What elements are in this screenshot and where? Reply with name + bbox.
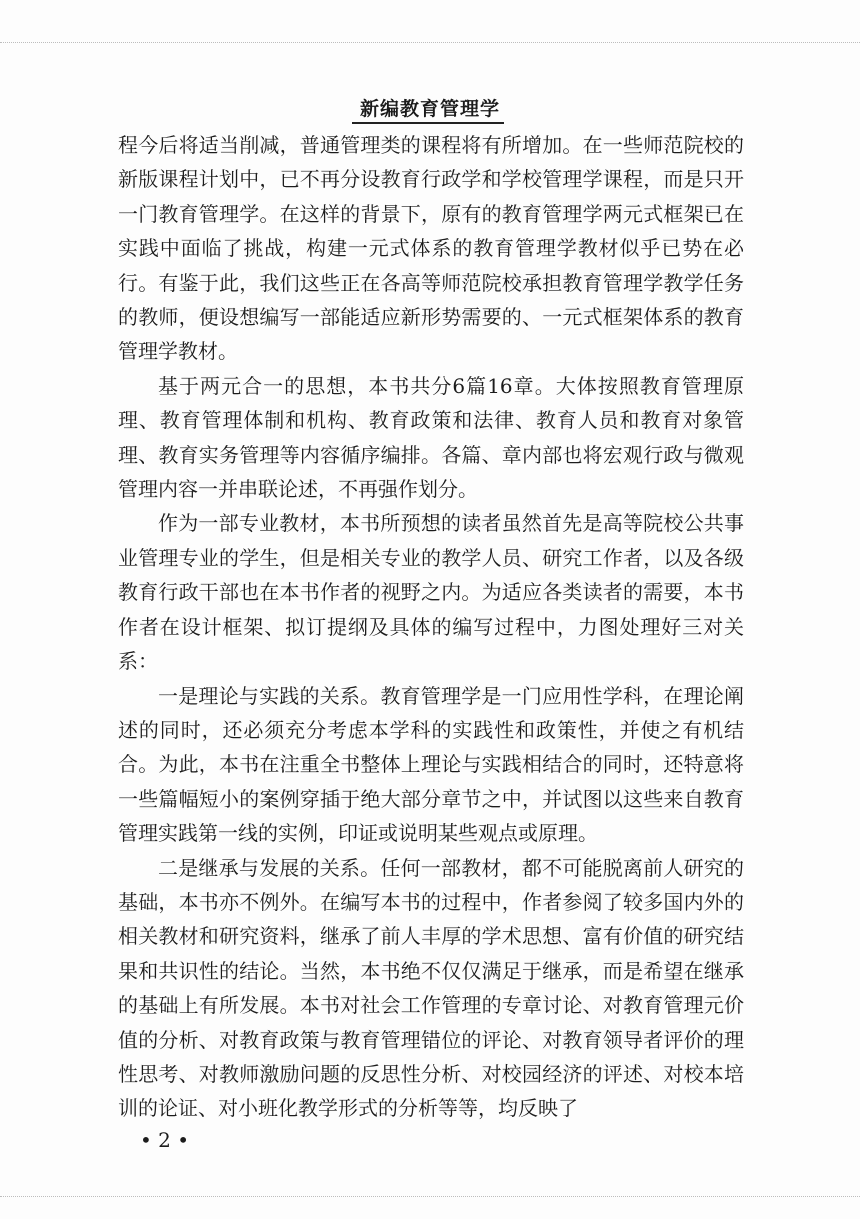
header-underline (352, 122, 504, 124)
scan-top-border (0, 42, 860, 43)
page-number: • 2 • (140, 1128, 190, 1152)
paragraph-4: 一是理论与实践的关系。教育管理学是一门应用性学科，在理论阐述的同时，还必须充分考虑本学科的实践性和政策性，并使之有机结合。为此，本书在注重全书整体上理论与实践相结合的同时，还特意将一些篇幅短小的案例穿插于绝大部分章节之中，并试图以这些来自教育管理实践第一线的实例，印证或说明某些观点或原理。 (118, 683, 744, 846)
paragraph-2: 基于两元合一的思想，本书共分6篇16章。大体按照教育管理原理、教育管理体制和机构、教育政策和法律、教育人员和教育对象管理、教育实务管理等内容循序编排。各篇、章内部也将宏观行政与微观管理内容一并串联论述，不再强作划分。 (118, 373, 744, 502)
running-header-title: 新编教育管理学 (360, 98, 501, 120)
paragraph-3: 作为一部专业教材，本书所预想的读者虽然首先是高等院校公共事业管理专业的学生，但是相关专业的教学人员、研究工作者，以及各级教育行政干部也在本书作者的视野之内。为适应各类读者的需要，本书作者在设计框架、拟订提纲及具体的编写过程中，力图处理好三对关系： (118, 511, 744, 674)
scan-bottom-border (0, 1196, 860, 1197)
body-text (118, 128, 744, 1126)
paragraph-5: 二是继承与发展的关系。任何一部教材，都不可能脱离前人研究的基础，本书亦不例外。在编写本书的过程中，作者参阅了较多国内外的相关教材和研究资料，继承了前人丰厚的学术思想、富有价值的研究结果和共识性的结论。当然，本书绝不仅仅满足于继承，而是希望在继承的基础上有所发展。本书对社会工作管理的专章讨论、对教育管理元价值的分析、对教育政策与教育管理错位的评论、对教育领导者评价的理性思考、对教师激励问题的反思性分析、对校园经济的评述、对校本培训的论证、对小班化教学形式的分析等等，均反映了 (118, 855, 744, 1121)
paragraph-1: 程今后将适当削减，普通管理类的课程将有所增加。在一些师范院校的新版课程计划中，已不再分设教育行政学和学校管理学课程，而是只开一门教育管理学。在这样的背景下，原有的教育管理学两元式框架已在实践中面临了挑战，构建一元式体系的教育管理学教材似乎已势在必行。有鉴于此，我们这些正在各高等师范院校承担教育管理学教学任务的教师，便设想编写一部能适应新形势需要的、一元式框架体系的教育管理学教材。 (118, 133, 744, 364)
